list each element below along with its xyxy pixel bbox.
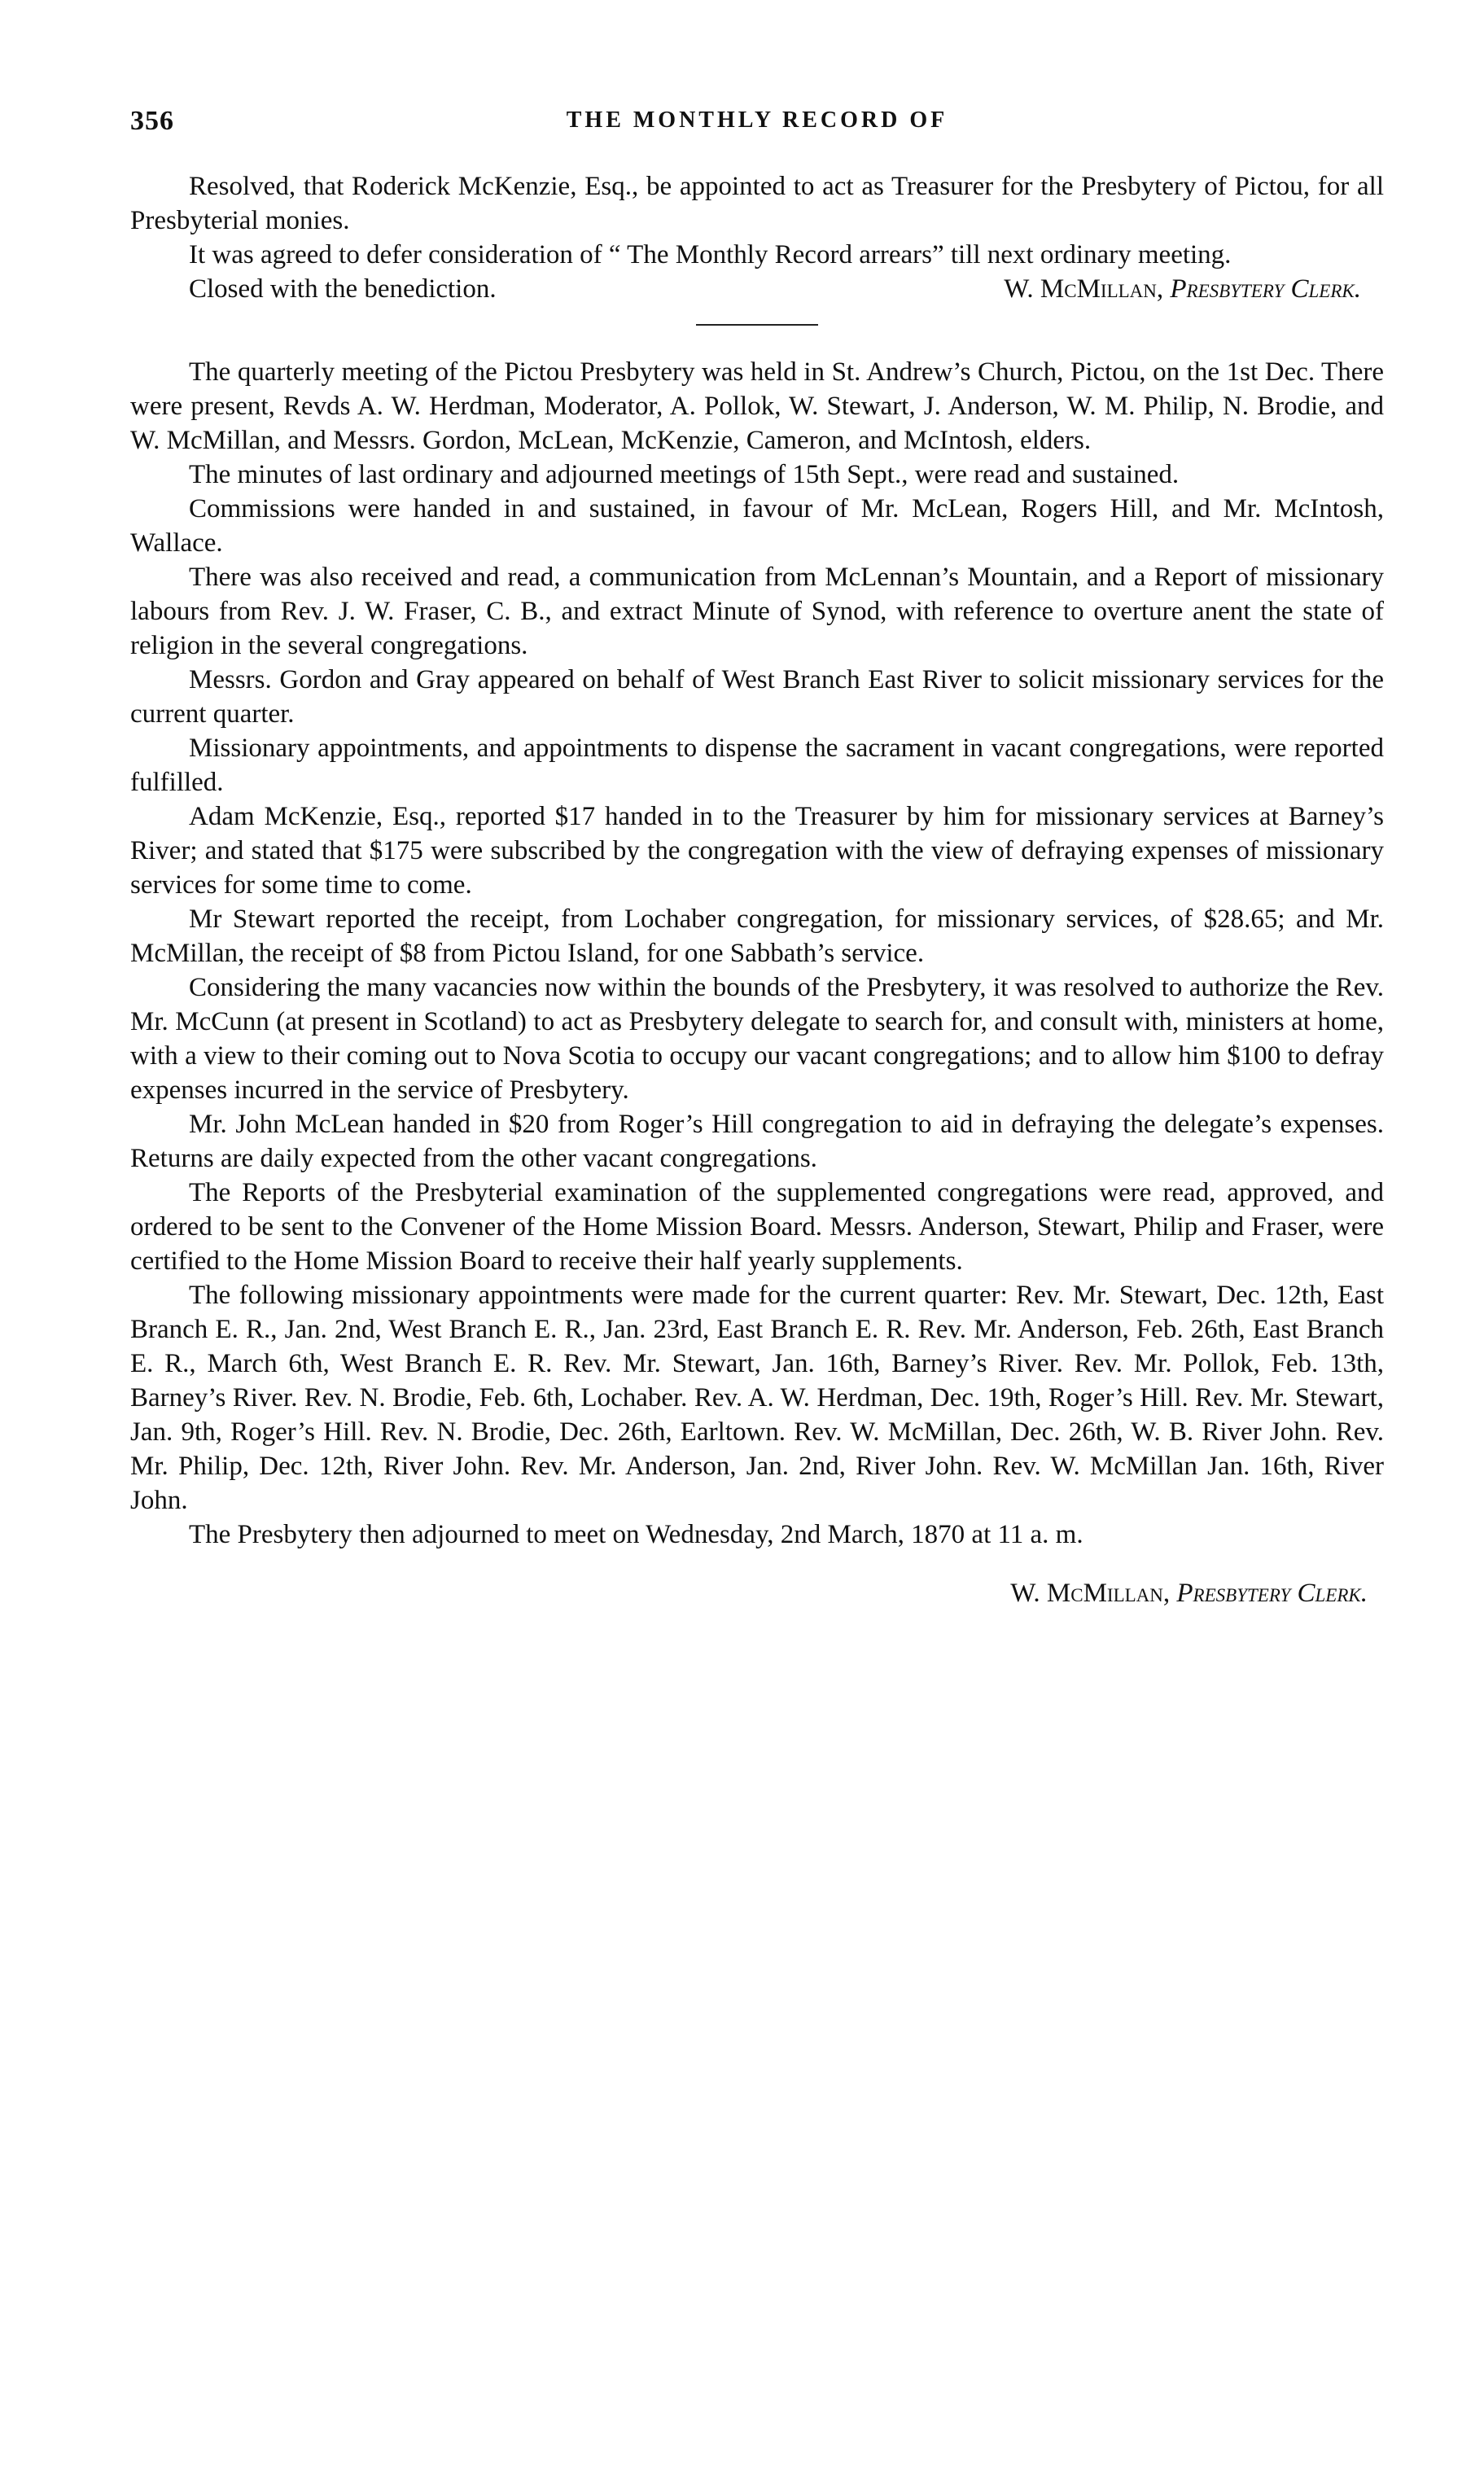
paragraph: The following missionary appointments were made for the current quarter: Rev. Mr. Stewart, Dec. 12th, East Branch E. R., Jan. 2nd, West Branch E. R., Jan. 23rd, East Branch E. R. Rev. Mr. Anderson, Feb. 26th, East Branch E. R., March 6th, West Branch E. R. Rev. Mr. Stewart, Jan. 16th, Barney’s River. Rev. Mr. Pollok, Feb. 13th, Barney’s River. Rev. N. Brodie, Feb. 6th, Lochaber. Rev. A. W. Herdman, Dec. 19th, Roger’s Hill. Rev. Mr. Stewart, Jan. 9th, Roger’s Hill. Rev. N. Brodie, Dec. 26th, Earltown. Rev. W. McMillan, Dec. 26th, W. B. River John. Rev. Mr. Philip, Dec. 12th, River John. Rev. Mr. Anderson, Jan. 2nd, River John. Rev. W. McMillan Jan. 16th, River John.	[130, 1281, 1384, 1515]
paragraph: Missionary appointments, and appointments to dispense the sacrament in vacant congregations, were reported fulfilled.	[130, 734, 1384, 797]
paragraph: The Reports of the Presbyterial examination of the supplemented congregations were read, approved, and ordered to be sent to the Convener of the Home Mission Board. Messrs. Anderson, Stewart, Philip and Fraser, were certified to the Home Mission Board to receive their half yearly supplements.	[130, 1178, 1384, 1276]
closing-line	[130, 272, 1384, 306]
paragraph: Resolved, that Roderick McKenzie, Esq., be appointed to act as Treasurer for the Presbytery of Pictou, for all Presbyterial monies.	[130, 172, 1384, 235]
signature-role: Presbytery Clerk.	[1170, 274, 1361, 304]
paragraph: Mr. John McLean handed in $20 from Roger’s Hill congregation to aid in defraying the delegate’s expenses. Returns are daily expected from the other vacant congregations.	[130, 1110, 1384, 1173]
paragraph: Commissions were handed in and sustained, in favour of Mr. McLean, Rogers Hill, and Mr. McIntosh, Wallace.	[130, 494, 1384, 558]
final-signature	[130, 1576, 1384, 1610]
signature	[1004, 272, 1361, 306]
paragraph: Mr Stewart reported the receipt, from Lochaber congregation, for missionary services, of $28.65; and Mr. McMillan, the receipt of $8 from Pictou Island, for one Sabbath’s service.	[130, 904, 1384, 968]
quarterly-meeting-section	[130, 355, 1384, 1552]
paragraph: Considering the many vacancies now within the bounds of the Presbytery, it was resolved to authorize the Rev. Mr. McCunn (at present in Scotland) to act as Presbytery delegate to search for, and consult with, ministers at home, with a view to their coming out to Nova Scotia to occupy our vacant congregations; and to allow him $100 to defray expenses incurred in the service of Presbytery.	[130, 973, 1384, 1105]
page-header	[130, 106, 1384, 155]
resolutions-section	[130, 169, 1384, 306]
paragraph: The minutes of last ordinary and adjourned meetings of 15th Sept., were read and sustained.	[189, 460, 1180, 489]
paragraph: It was agreed to defer consideration of “ The Monthly Record arrears” till next ordinary meeting.	[189, 240, 1232, 269]
paragraph: The quarterly meeting of the Pictou Presbytery was held in St. Andrew’s Church, Pictou, on the 1st Dec. There were present, Revds A. W. Herdman, Moderator, A. Pollok, W. Stewart, J. Anderson, W. M. Philip, N. Brodie, and W. McMillan, and Messrs. Gordon, McLean, McKenzie, Cameron, and McIntosh, elders.	[130, 357, 1384, 455]
signature-name: W. McMillan,	[1004, 274, 1164, 304]
closing-text: Closed with the benediction.	[189, 274, 497, 304]
paragraph: The Presbytery then adjourned to meet on Wednesday, 2nd March, 1870 at 11 a. m.	[189, 1520, 1083, 1549]
section-divider	[696, 324, 818, 326]
signature-role: Presbytery Clerk.	[1176, 1579, 1368, 1608]
paragraph: There was also received and read, a communication from McLennan’s Mountain, and a Report of missionary labours from Rev. J. W. Fraser, C. B., and extract Minute of Synod, with reference to overture anent the state of religion in the several congregations.	[130, 563, 1384, 660]
document-page	[130, 106, 1384, 1610]
paragraph: Messrs. Gordon and Gray appeared on behalf of West Branch East River to solicit missionary services for the current quarter.	[130, 665, 1384, 729]
signature-name: W. McMillan,	[1010, 1579, 1171, 1608]
running-title: THE MONTHLY RECORD OF	[566, 107, 948, 133]
paragraph: Adam McKenzie, Esq., reported $17 handed in to the Treasurer by him for missionary services at Barney’s River; and stated that $175 were subscribed by the congregation with the view of defraying expenses of missionary services for some time to come.	[130, 802, 1384, 900]
page-number: 356	[130, 106, 174, 136]
